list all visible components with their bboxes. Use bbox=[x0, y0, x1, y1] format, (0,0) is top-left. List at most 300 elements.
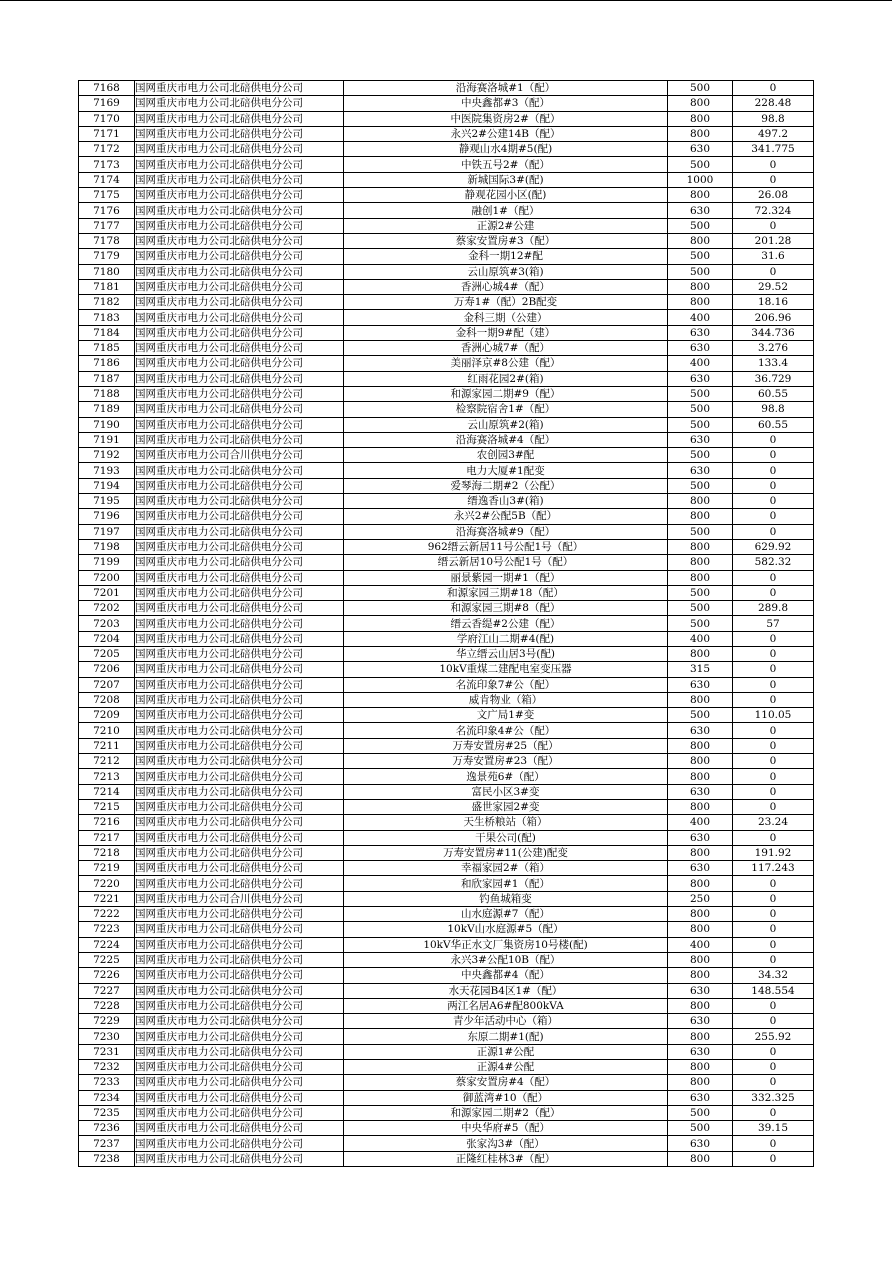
company-cell: 国网重庆市电力公司北碚供电分公司 bbox=[135, 157, 344, 172]
value-cell: 0 bbox=[733, 830, 814, 845]
table-row bbox=[79, 509, 814, 524]
company-cell: 国网重庆市电力公司北碚供电分公司 bbox=[135, 218, 344, 233]
row-id-cell: 7224 bbox=[79, 937, 135, 952]
capacity-cell: 500 bbox=[668, 249, 733, 264]
station-name-cell: 永兴2#公配5B（配） bbox=[344, 509, 668, 524]
value-cell: 0 bbox=[733, 509, 814, 524]
company-cell: 国网重庆市电力公司北碚供电分公司 bbox=[135, 417, 344, 432]
value-cell: 0 bbox=[733, 1014, 814, 1029]
station-name-cell: 10kV山水庭源#5（配） bbox=[344, 922, 668, 937]
value-cell: 0 bbox=[733, 157, 814, 172]
station-name-cell: 金科一期9#配（建） bbox=[344, 325, 668, 340]
row-id-cell: 7237 bbox=[79, 1136, 135, 1151]
station-name-cell: 和欣家园#1（配） bbox=[344, 876, 668, 891]
company-cell: 国网重庆市电力公司北碚供电分公司 bbox=[135, 1105, 344, 1120]
capacity-cell: 800 bbox=[668, 509, 733, 524]
capacity-cell: 800 bbox=[668, 279, 733, 294]
station-name-cell: 富民小区3#变 bbox=[344, 784, 668, 799]
capacity-cell: 250 bbox=[668, 891, 733, 906]
row-id-cell: 7181 bbox=[79, 279, 135, 294]
table-row bbox=[79, 295, 814, 310]
capacity-cell: 630 bbox=[668, 203, 733, 218]
capacity-cell: 630 bbox=[668, 1090, 733, 1105]
company-cell: 国网重庆市电力公司北碚供电分公司 bbox=[135, 662, 344, 677]
company-cell: 国网重庆市电力公司北碚供电分公司 bbox=[135, 463, 344, 478]
company-cell: 国网重庆市电力公司北碚供电分公司 bbox=[135, 845, 344, 860]
company-cell: 国网重庆市电力公司北碚供电分公司 bbox=[135, 264, 344, 279]
table-row bbox=[79, 172, 814, 187]
row-id-cell: 7205 bbox=[79, 646, 135, 661]
row-id-cell: 7172 bbox=[79, 142, 135, 157]
station-name-cell: 青少年活动中心（箱） bbox=[344, 1014, 668, 1029]
capacity-cell: 500 bbox=[668, 524, 733, 539]
company-cell: 国网重庆市电力公司北碚供电分公司 bbox=[135, 172, 344, 187]
row-id-cell: 7207 bbox=[79, 677, 135, 692]
station-name-cell: 沿海赛洛城#4（配） bbox=[344, 432, 668, 447]
value-cell: 0 bbox=[733, 662, 814, 677]
row-id-cell: 7176 bbox=[79, 203, 135, 218]
capacity-cell: 800 bbox=[668, 539, 733, 554]
company-cell: 国网重庆市电力公司北碚供电分公司 bbox=[135, 188, 344, 203]
row-id-cell: 7221 bbox=[79, 891, 135, 906]
value-cell: 148.554 bbox=[733, 983, 814, 998]
value-cell: 0 bbox=[733, 937, 814, 952]
station-name-cell: 万寿安置房#25（配） bbox=[344, 738, 668, 753]
row-id-cell: 7179 bbox=[79, 249, 135, 264]
value-cell: 0 bbox=[733, 1136, 814, 1151]
value-cell: 0 bbox=[733, 876, 814, 891]
capacity-cell: 400 bbox=[668, 815, 733, 830]
company-cell: 国网重庆市电力公司北碚供电分公司 bbox=[135, 952, 344, 967]
capacity-cell: 630 bbox=[668, 371, 733, 386]
table-row bbox=[79, 845, 814, 860]
capacity-cell: 315 bbox=[668, 662, 733, 677]
company-cell: 国网重庆市电力公司北碚供电分公司 bbox=[135, 295, 344, 310]
station-name-cell: 和源家园三期#8（配） bbox=[344, 601, 668, 616]
value-cell: 72.324 bbox=[733, 203, 814, 218]
row-id-cell: 7182 bbox=[79, 295, 135, 310]
value-cell: 0 bbox=[733, 1075, 814, 1090]
value-cell: 60.55 bbox=[733, 386, 814, 401]
row-id-cell: 7211 bbox=[79, 738, 135, 753]
capacity-cell: 800 bbox=[668, 876, 733, 891]
station-name-cell: 正源4#公配 bbox=[344, 1060, 668, 1075]
row-id-cell: 7200 bbox=[79, 570, 135, 585]
table-row bbox=[79, 983, 814, 998]
value-cell: 57 bbox=[733, 616, 814, 631]
table-row bbox=[79, 601, 814, 616]
row-id-cell: 7199 bbox=[79, 555, 135, 570]
station-name-cell: 万寿1#（配）2B配变 bbox=[344, 295, 668, 310]
table-row bbox=[79, 784, 814, 799]
company-cell: 国网重庆市电力公司北碚供电分公司 bbox=[135, 585, 344, 600]
capacity-cell: 500 bbox=[668, 448, 733, 463]
capacity-cell: 800 bbox=[668, 126, 733, 141]
row-id-cell: 7213 bbox=[79, 769, 135, 784]
company-cell: 国网重庆市电力公司北碚供电分公司 bbox=[135, 555, 344, 570]
company-cell: 国网重庆市电力公司北碚供电分公司 bbox=[135, 646, 344, 661]
row-id-cell: 7215 bbox=[79, 799, 135, 814]
company-cell: 国网重庆市电力公司北碚供电分公司 bbox=[135, 249, 344, 264]
station-name-cell: 学府江山二期#4(配) bbox=[344, 631, 668, 646]
station-name-cell: 新城国际3#(配) bbox=[344, 172, 668, 187]
company-cell: 国网重庆市电力公司北碚供电分公司 bbox=[135, 907, 344, 922]
table-row bbox=[79, 815, 814, 830]
row-id-cell: 7227 bbox=[79, 983, 135, 998]
station-name-cell: 沿海赛洛城#1（配） bbox=[344, 81, 668, 96]
value-cell: 0 bbox=[733, 448, 814, 463]
value-cell: 0 bbox=[733, 784, 814, 799]
table-row bbox=[79, 646, 814, 661]
company-cell: 国网重庆市电力公司北碚供电分公司 bbox=[135, 784, 344, 799]
value-cell: 341.775 bbox=[733, 142, 814, 157]
company-cell: 国网重庆市电力公司北碚供电分公司 bbox=[135, 1090, 344, 1105]
row-id-cell: 7186 bbox=[79, 356, 135, 371]
value-cell: 98.8 bbox=[733, 402, 814, 417]
value-cell: 332.325 bbox=[733, 1090, 814, 1105]
station-name-cell: 10kV重煤二建配电室变压器 bbox=[344, 662, 668, 677]
value-cell: 0 bbox=[733, 494, 814, 509]
value-cell: 191.92 bbox=[733, 845, 814, 860]
capacity-cell: 630 bbox=[668, 1044, 733, 1059]
table-row bbox=[79, 157, 814, 172]
company-cell: 国网重庆市电力公司北碚供电分公司 bbox=[135, 631, 344, 646]
table-row bbox=[79, 876, 814, 891]
value-cell: 344.736 bbox=[733, 325, 814, 340]
company-cell: 国网重庆市电力公司北碚供电分公司 bbox=[135, 126, 344, 141]
table-row bbox=[79, 692, 814, 707]
row-id-cell: 7218 bbox=[79, 845, 135, 860]
row-id-cell: 7229 bbox=[79, 1014, 135, 1029]
value-cell: 0 bbox=[733, 891, 814, 906]
company-cell: 国网重庆市电力公司北碚供电分公司 bbox=[135, 371, 344, 386]
company-cell: 国网重庆市电力公司北碚供电分公司 bbox=[135, 861, 344, 876]
station-name-cell: 香洲心城4#（配） bbox=[344, 279, 668, 294]
station-name-cell: 静观山水4期#5(配) bbox=[344, 142, 668, 157]
row-id-cell: 7175 bbox=[79, 188, 135, 203]
station-name-cell: 正源2#公建 bbox=[344, 218, 668, 233]
company-cell: 国网重庆市电力公司北碚供电分公司 bbox=[135, 478, 344, 493]
capacity-cell: 630 bbox=[668, 830, 733, 845]
value-cell: 201.28 bbox=[733, 233, 814, 248]
row-id-cell: 7170 bbox=[79, 111, 135, 126]
station-name-cell: 华立缙云山居3号(配) bbox=[344, 646, 668, 661]
value-cell: 0 bbox=[733, 264, 814, 279]
value-cell: 0 bbox=[733, 677, 814, 692]
table-row bbox=[79, 830, 814, 845]
transformer-table bbox=[78, 80, 814, 1167]
capacity-cell: 500 bbox=[668, 402, 733, 417]
row-id-cell: 7183 bbox=[79, 310, 135, 325]
station-name-cell: 丽景紫园一期#1（配） bbox=[344, 570, 668, 585]
station-name-cell: 永兴3#公配10B（配） bbox=[344, 952, 668, 967]
station-name-cell: 天生桥粮站（箱） bbox=[344, 815, 668, 830]
station-name-cell: 缙逸香山3#(箱) bbox=[344, 494, 668, 509]
station-name-cell: 中医院集资房2#（配） bbox=[344, 111, 668, 126]
table-row bbox=[79, 708, 814, 723]
station-name-cell: 名流印象7#公（配） bbox=[344, 677, 668, 692]
value-cell: 497.2 bbox=[733, 126, 814, 141]
row-id-cell: 7203 bbox=[79, 616, 135, 631]
company-cell: 国网重庆市电力公司北碚供电分公司 bbox=[135, 998, 344, 1013]
capacity-cell: 800 bbox=[668, 1075, 733, 1090]
table-row bbox=[79, 677, 814, 692]
value-cell: 0 bbox=[733, 738, 814, 753]
station-name-cell: 东原二期#1(配) bbox=[344, 1029, 668, 1044]
company-cell: 国网重庆市电力公司北碚供电分公司 bbox=[135, 1121, 344, 1136]
table-row bbox=[79, 570, 814, 585]
capacity-cell: 800 bbox=[668, 96, 733, 111]
company-cell: 国网重庆市电力公司北碚供电分公司 bbox=[135, 524, 344, 539]
capacity-cell: 800 bbox=[668, 570, 733, 585]
table-row bbox=[79, 952, 814, 967]
station-name-cell: 缙云香缇#2公建（配） bbox=[344, 616, 668, 631]
station-name-cell: 张家沟3#（配） bbox=[344, 1136, 668, 1151]
company-cell: 国网重庆市电力公司北碚供电分公司 bbox=[135, 111, 344, 126]
value-cell: 0 bbox=[733, 692, 814, 707]
station-name-cell: 中铁五号2#（配） bbox=[344, 157, 668, 172]
station-name-cell: 万寿安置房#23（配） bbox=[344, 754, 668, 769]
row-id-cell: 7197 bbox=[79, 524, 135, 539]
capacity-cell: 800 bbox=[668, 907, 733, 922]
capacity-cell: 800 bbox=[668, 845, 733, 860]
table-row bbox=[79, 310, 814, 325]
station-name-cell: 金科三期（公建） bbox=[344, 310, 668, 325]
row-id-cell: 7195 bbox=[79, 494, 135, 509]
capacity-cell: 800 bbox=[668, 769, 733, 784]
table-row bbox=[79, 631, 814, 646]
company-cell: 国网重庆市电力公司北碚供电分公司 bbox=[135, 325, 344, 340]
capacity-cell: 800 bbox=[668, 1151, 733, 1166]
value-cell: 98.8 bbox=[733, 111, 814, 126]
row-id-cell: 7184 bbox=[79, 325, 135, 340]
table-row bbox=[79, 585, 814, 600]
table-row bbox=[79, 1121, 814, 1136]
table-row bbox=[79, 1014, 814, 1029]
station-name-cell: 云山原筑#3(箱) bbox=[344, 264, 668, 279]
capacity-cell: 500 bbox=[668, 157, 733, 172]
capacity-cell: 800 bbox=[668, 1029, 733, 1044]
station-name-cell: 两江名居A6#配800kVA bbox=[344, 998, 668, 1013]
company-cell: 国网重庆市电力公司北碚供电分公司 bbox=[135, 570, 344, 585]
company-cell: 国网重庆市电力公司北碚供电分公司 bbox=[135, 616, 344, 631]
table-row bbox=[79, 478, 814, 493]
capacity-cell: 630 bbox=[668, 677, 733, 692]
value-cell: 0 bbox=[733, 1105, 814, 1120]
value-cell: 0 bbox=[733, 1151, 814, 1166]
value-cell: 0 bbox=[733, 646, 814, 661]
company-cell: 国网重庆市电力公司北碚供电分公司 bbox=[135, 769, 344, 784]
table-row bbox=[79, 203, 814, 218]
value-cell: 206.96 bbox=[733, 310, 814, 325]
company-cell: 国网重庆市电力公司北碚供电分公司 bbox=[135, 386, 344, 401]
value-cell: 18.16 bbox=[733, 295, 814, 310]
table-row bbox=[79, 799, 814, 814]
table-row bbox=[79, 1075, 814, 1090]
row-id-cell: 7210 bbox=[79, 723, 135, 738]
row-id-cell: 7194 bbox=[79, 478, 135, 493]
table-body bbox=[79, 81, 814, 1167]
capacity-cell: 800 bbox=[668, 968, 733, 983]
company-cell: 国网重庆市电力公司北碚供电分公司 bbox=[135, 1060, 344, 1075]
table-row bbox=[79, 1029, 814, 1044]
station-name-cell: 文广局1#变 bbox=[344, 708, 668, 723]
company-cell: 国网重庆市电力公司北碚供电分公司 bbox=[135, 922, 344, 937]
capacity-cell: 500 bbox=[668, 601, 733, 616]
capacity-cell: 630 bbox=[668, 723, 733, 738]
table-row bbox=[79, 402, 814, 417]
row-id-cell: 7220 bbox=[79, 876, 135, 891]
capacity-cell: 630 bbox=[668, 142, 733, 157]
value-cell: 29.52 bbox=[733, 279, 814, 294]
row-id-cell: 7196 bbox=[79, 509, 135, 524]
capacity-cell: 500 bbox=[668, 585, 733, 600]
row-id-cell: 7185 bbox=[79, 341, 135, 356]
value-cell: 289.8 bbox=[733, 601, 814, 616]
row-id-cell: 7228 bbox=[79, 998, 135, 1013]
table-row bbox=[79, 126, 814, 141]
station-name-cell: 威肯物业（箱） bbox=[344, 692, 668, 707]
table-row bbox=[79, 356, 814, 371]
row-id-cell: 7191 bbox=[79, 432, 135, 447]
capacity-cell: 500 bbox=[668, 264, 733, 279]
row-id-cell: 7234 bbox=[79, 1090, 135, 1105]
company-cell: 国网重庆市电力公司北碚供电分公司 bbox=[135, 708, 344, 723]
table-row bbox=[79, 188, 814, 203]
table-row bbox=[79, 448, 814, 463]
capacity-cell: 630 bbox=[668, 325, 733, 340]
row-id-cell: 7201 bbox=[79, 585, 135, 600]
company-cell: 国网重庆市电力公司北碚供电分公司 bbox=[135, 356, 344, 371]
station-name-cell: 中央华府#5（配） bbox=[344, 1121, 668, 1136]
capacity-cell: 800 bbox=[668, 646, 733, 661]
capacity-cell: 630 bbox=[668, 1014, 733, 1029]
value-cell: 0 bbox=[733, 524, 814, 539]
station-name-cell: 名流印象4#公（配） bbox=[344, 723, 668, 738]
station-name-cell: 和源家园三期#18（配） bbox=[344, 585, 668, 600]
value-cell: 0 bbox=[733, 998, 814, 1013]
capacity-cell: 800 bbox=[668, 692, 733, 707]
table-row bbox=[79, 922, 814, 937]
company-cell: 国网重庆市电力公司北碚供电分公司 bbox=[135, 539, 344, 554]
row-id-cell: 7236 bbox=[79, 1121, 135, 1136]
station-name-cell: 红雨花园2#(箱) bbox=[344, 371, 668, 386]
table-row bbox=[79, 432, 814, 447]
company-cell: 国网重庆市电力公司北碚供电分公司 bbox=[135, 1029, 344, 1044]
value-cell: 0 bbox=[733, 631, 814, 646]
row-id-cell: 7180 bbox=[79, 264, 135, 279]
company-cell: 国网重庆市电力公司北碚供电分公司 bbox=[135, 754, 344, 769]
station-name-cell: 10kV华正水文厂集资房10号楼(配) bbox=[344, 937, 668, 952]
capacity-cell: 800 bbox=[668, 295, 733, 310]
row-id-cell: 7202 bbox=[79, 601, 135, 616]
row-id-cell: 7208 bbox=[79, 692, 135, 707]
station-name-cell: 美丽泽京#8公建（配） bbox=[344, 356, 668, 371]
row-id-cell: 7209 bbox=[79, 708, 135, 723]
table-row bbox=[79, 769, 814, 784]
station-name-cell: 蔡家安置房#4（配） bbox=[344, 1075, 668, 1090]
row-id-cell: 7177 bbox=[79, 218, 135, 233]
value-cell: 23.24 bbox=[733, 815, 814, 830]
table-row bbox=[79, 386, 814, 401]
table-row bbox=[79, 371, 814, 386]
value-cell: 36.729 bbox=[733, 371, 814, 386]
capacity-cell: 500 bbox=[668, 478, 733, 493]
row-id-cell: 7223 bbox=[79, 922, 135, 937]
company-cell: 国网重庆市电力公司北碚供电分公司 bbox=[135, 81, 344, 96]
station-name-cell: 中央鑫都#3（配） bbox=[344, 96, 668, 111]
capacity-cell: 630 bbox=[668, 432, 733, 447]
value-cell: 0 bbox=[733, 478, 814, 493]
table-row bbox=[79, 861, 814, 876]
station-name-cell: 静观花园小区(配) bbox=[344, 188, 668, 203]
company-cell: 国网重庆市电力公司北碚供电分公司 bbox=[135, 203, 344, 218]
capacity-cell: 630 bbox=[668, 341, 733, 356]
row-id-cell: 7232 bbox=[79, 1060, 135, 1075]
value-cell: 0 bbox=[733, 463, 814, 478]
capacity-cell: 400 bbox=[668, 310, 733, 325]
company-cell: 国网重庆市电力公司北碚供电分公司 bbox=[135, 1136, 344, 1151]
company-cell: 国网重庆市电力公司北碚供电分公司 bbox=[135, 968, 344, 983]
row-id-cell: 7169 bbox=[79, 96, 135, 111]
table-row bbox=[79, 494, 814, 509]
row-id-cell: 7190 bbox=[79, 417, 135, 432]
capacity-cell: 800 bbox=[668, 555, 733, 570]
capacity-cell: 1000 bbox=[668, 172, 733, 187]
row-id-cell: 7226 bbox=[79, 968, 135, 983]
row-id-cell: 7238 bbox=[79, 1151, 135, 1166]
row-id-cell: 7173 bbox=[79, 157, 135, 172]
row-id-cell: 7225 bbox=[79, 952, 135, 967]
company-cell: 国网重庆市电力公司合川供电分公司 bbox=[135, 448, 344, 463]
table-row bbox=[79, 891, 814, 906]
row-id-cell: 7174 bbox=[79, 172, 135, 187]
row-id-cell: 7193 bbox=[79, 463, 135, 478]
capacity-cell: 800 bbox=[668, 952, 733, 967]
table-row bbox=[79, 1060, 814, 1075]
station-name-cell: 御蓝湾#10（配） bbox=[344, 1090, 668, 1105]
value-cell: 34.32 bbox=[733, 968, 814, 983]
table-row bbox=[79, 233, 814, 248]
station-name-cell: 山水庭源#7（配） bbox=[344, 907, 668, 922]
value-cell: 255.92 bbox=[733, 1029, 814, 1044]
table-row bbox=[79, 341, 814, 356]
value-cell: 0 bbox=[733, 723, 814, 738]
capacity-cell: 800 bbox=[668, 494, 733, 509]
company-cell: 国网重庆市电力公司北碚供电分公司 bbox=[135, 677, 344, 692]
row-id-cell: 7219 bbox=[79, 861, 135, 876]
value-cell: 133.4 bbox=[733, 356, 814, 371]
company-cell: 国网重庆市电力公司北碚供电分公司 bbox=[135, 799, 344, 814]
company-cell: 国网重庆市电力公司北碚供电分公司 bbox=[135, 233, 344, 248]
station-name-cell: 沿海赛洛城#9（配） bbox=[344, 524, 668, 539]
table-row bbox=[79, 998, 814, 1013]
row-id-cell: 7212 bbox=[79, 754, 135, 769]
company-cell: 国网重庆市电力公司合川供电分公司 bbox=[135, 891, 344, 906]
row-id-cell: 7216 bbox=[79, 815, 135, 830]
row-id-cell: 7214 bbox=[79, 784, 135, 799]
value-cell: 110.05 bbox=[733, 708, 814, 723]
table-row bbox=[79, 754, 814, 769]
capacity-cell: 500 bbox=[668, 708, 733, 723]
value-cell: 3.276 bbox=[733, 341, 814, 356]
table-row bbox=[79, 1136, 814, 1151]
company-cell: 国网重庆市电力公司北碚供电分公司 bbox=[135, 142, 344, 157]
value-cell: 0 bbox=[733, 769, 814, 784]
company-cell: 国网重庆市电力公司北碚供电分公司 bbox=[135, 937, 344, 952]
station-name-cell: 爱琴海二期#2（公配） bbox=[344, 478, 668, 493]
station-name-cell: 正源1#公配 bbox=[344, 1044, 668, 1059]
